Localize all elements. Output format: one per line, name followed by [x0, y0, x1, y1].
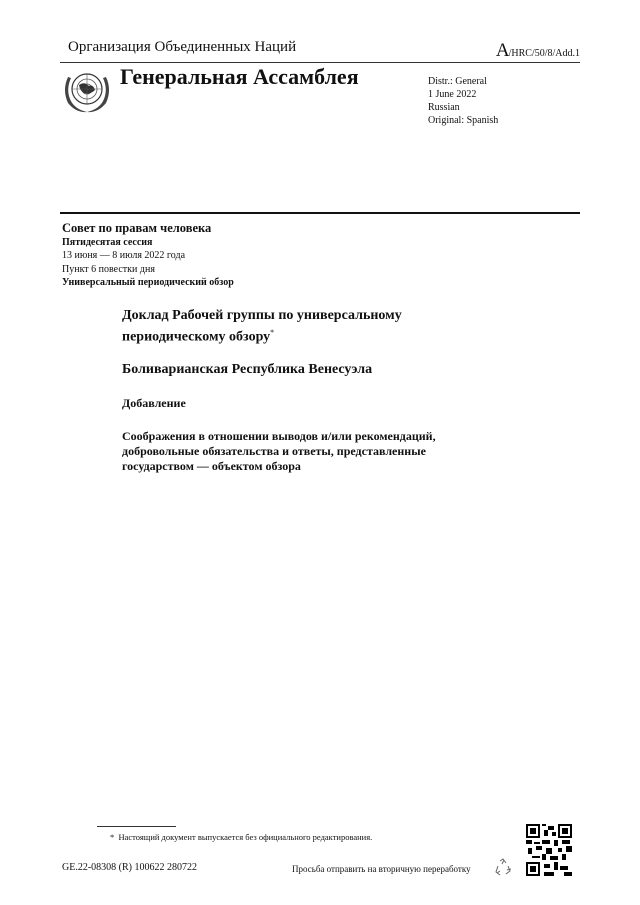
- footnote: [110, 832, 372, 842]
- document-symbol: [496, 40, 580, 62]
- section-rule: [60, 212, 580, 214]
- session-dates: 13 июня — 8 июля 2022 года: [62, 250, 186, 261]
- distr-line: Distr.: General: [428, 76, 487, 87]
- report-title: [122, 307, 492, 346]
- council-block: [62, 222, 234, 290]
- agenda-item: Пункт 6 повестки дня: [62, 263, 155, 275]
- recycle-note: Просьба отправить на вторичную переработку: [292, 864, 471, 874]
- footnote-marker: *: [270, 328, 275, 337]
- body-name: Генеральная Ассамблея: [120, 64, 359, 89]
- footnote-marker: *: [110, 832, 115, 842]
- footnote-text: Настоящий документ выпускается без официального редактирования.: [118, 832, 373, 842]
- agenda-topic: Универсальный периодический обзор: [62, 277, 234, 288]
- language-line: Russian: [428, 102, 460, 113]
- main-content: [122, 307, 492, 474]
- distribution-block: [428, 75, 498, 127]
- session: Пятидесятая сессия: [62, 236, 153, 248]
- addendum-label: Добавление: [122, 395, 186, 410]
- document-code: GE.22-08308 (R) 100622 280722: [62, 862, 197, 873]
- date-line: 1 June 2022: [428, 89, 477, 100]
- footnote-rule: [97, 826, 176, 827]
- recycle-icon: [492, 857, 514, 879]
- report-subtitle: Соображения в отношении выводов и/или рекомендаций, добровольные обязательства и ответы, представленные государством — объектом обзора: [122, 428, 436, 473]
- council-name: Совет по правам человека: [62, 221, 212, 235]
- qr-code-icon: [526, 824, 572, 876]
- report-title-text: Доклад Рабочей группы по универсальному периодическому обзору: [122, 308, 402, 345]
- country-name: Боливарианская Республика Венесуэла: [122, 361, 373, 377]
- symbol-letter: A: [495, 40, 509, 61]
- organization-name: Организация Объединенных Наций: [68, 39, 297, 55]
- original-language-line: Original: Spanish: [428, 115, 499, 126]
- symbol-rest: /HRC/50/8/Add.1: [508, 48, 580, 59]
- header-rule: [60, 62, 580, 63]
- un-emblem-icon: [62, 65, 112, 115]
